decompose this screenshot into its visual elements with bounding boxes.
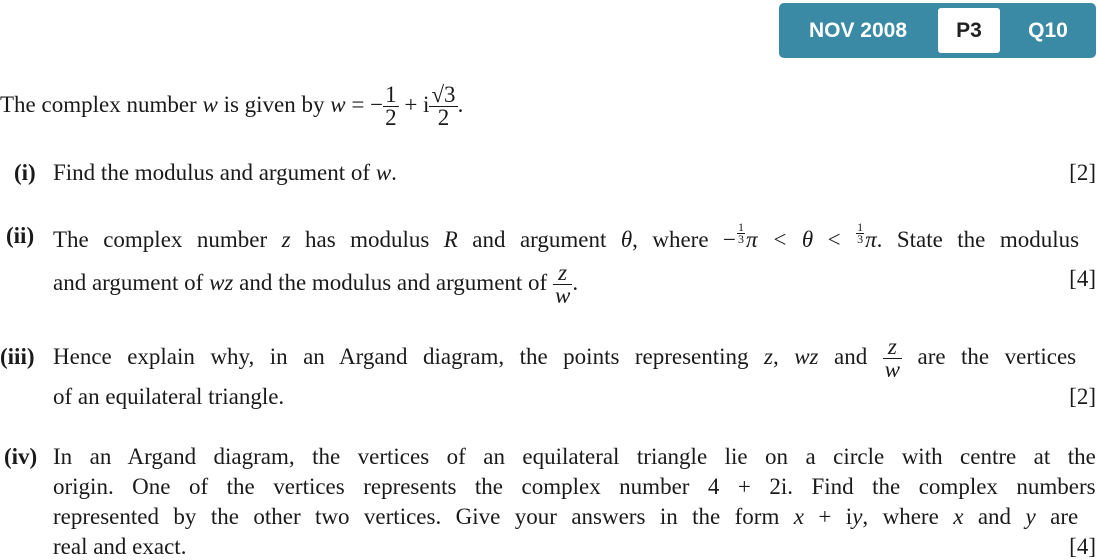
part-i-var: w xyxy=(375,160,392,185)
fraction-z-over-w xyxy=(553,262,572,307)
fraction-numerator: 1 xyxy=(857,220,864,234)
part-ii-text: . xyxy=(572,270,579,295)
intro-statement xyxy=(0,77,463,133)
fraction-numerator: z xyxy=(883,336,902,359)
part-ii-text: and argument of xyxy=(53,270,210,295)
var-wz: wz xyxy=(794,344,819,369)
part-iii-label: (iii) xyxy=(0,344,35,369)
part-ii-text: and the modulus and argument of xyxy=(233,270,553,295)
fraction-root3-half xyxy=(429,84,457,129)
part-i-end: . xyxy=(391,160,397,185)
fraction-denominator: w xyxy=(554,283,571,309)
var-y: y xyxy=(852,504,863,529)
intro-text-mid: is given by xyxy=(217,92,331,117)
part-ii-text: has modulus xyxy=(290,227,444,253)
part-ii-marks: [4] xyxy=(1069,266,1096,291)
fraction-third xyxy=(856,222,864,245)
part-ii-text: , where − xyxy=(632,227,736,253)
part-iv-line3 xyxy=(53,503,1078,531)
fraction-numerator: 1 xyxy=(385,82,397,108)
part-iii-line2: of an equilateral triangle. xyxy=(53,384,285,409)
part-iii-text: and xyxy=(818,344,883,369)
var-wz: wz xyxy=(209,270,234,295)
var-x: x xyxy=(953,504,964,529)
part-ii-text: The complex number xyxy=(53,227,282,253)
part-i-body: Find the modulus and argument of xyxy=(53,160,376,185)
part-iv-label: (iv) xyxy=(4,444,38,469)
var-z: z xyxy=(764,344,773,369)
var-x: x xyxy=(793,504,804,529)
question-number-tag: Q10 xyxy=(1028,19,1068,42)
pi-symbol: π xyxy=(865,227,877,253)
part-iv-line1: In an Argand diagram, the vertices of an equilateral triangle lie on a circle with centre at the xyxy=(53,444,1096,469)
fraction-third xyxy=(737,222,745,245)
part-iii-text: are the vertices xyxy=(902,344,1077,369)
less-than: < xyxy=(813,227,856,253)
fraction-denominator: 3 xyxy=(737,232,744,246)
session-tag: NOV 2008 xyxy=(808,19,908,42)
var-z: z xyxy=(281,227,291,253)
fraction-numerator: √3 xyxy=(431,82,456,108)
fraction-half xyxy=(383,84,399,129)
intro-equals: = − xyxy=(345,92,384,117)
fraction-z-over-w xyxy=(883,336,902,381)
fraction-denominator: 2 xyxy=(437,105,450,131)
var-R: R xyxy=(443,227,458,253)
part-ii-label: (ii) xyxy=(6,223,35,248)
intro-end: . xyxy=(457,92,464,117)
var-theta: θ xyxy=(801,227,814,253)
part-iii-marks: [2] xyxy=(1069,384,1096,409)
fraction-denominator: 2 xyxy=(385,105,397,131)
part-i-text xyxy=(53,159,397,187)
var-theta: θ xyxy=(620,227,633,253)
fraction-numerator: z xyxy=(553,262,572,285)
part-iv-text: , where xyxy=(862,504,954,529)
part-iv-line4: real and exact. xyxy=(53,534,187,559)
part-i-label: (i) xyxy=(14,160,36,185)
part-iv-text: + i xyxy=(804,504,853,529)
part-i-marks: [2] xyxy=(1069,160,1096,185)
part-iii-text: , xyxy=(772,344,795,369)
part-iv-text: are xyxy=(1035,504,1079,529)
fraction-denominator: w xyxy=(884,357,901,383)
part-iv-marks: [4] xyxy=(1069,534,1096,559)
pi-symbol: π < xyxy=(745,227,802,253)
part-iv-text: and xyxy=(963,504,1026,529)
question-tag-bar xyxy=(779,3,1096,58)
intro-plus-i: + i xyxy=(398,92,430,117)
part-iv-text: represented by the other two vertices. Give your answers in the form xyxy=(53,504,794,529)
intro-text: The complex number xyxy=(0,92,203,117)
fraction-denominator: 3 xyxy=(857,232,864,246)
part-ii-line2 xyxy=(53,255,578,311)
fraction-numerator: 1 xyxy=(737,220,744,234)
intro-eq-var: w xyxy=(330,92,346,117)
part-iv-line2: origin. One of the vertices represents the complex number 4 + 2i. Find the complex numbers xyxy=(53,474,1096,499)
var-y: y xyxy=(1025,504,1036,529)
intro-var: w xyxy=(202,92,218,117)
part-ii-text: . State the modulus xyxy=(876,227,1080,253)
part-ii-text: and argument xyxy=(457,227,621,253)
part-iii-line1 xyxy=(53,329,1076,385)
part-iii-text: Hence explain why, in an Argand diagram, the points representing xyxy=(53,344,765,369)
part-ii-line1 xyxy=(53,222,1079,254)
paper-tag: P3 xyxy=(938,8,1000,53)
